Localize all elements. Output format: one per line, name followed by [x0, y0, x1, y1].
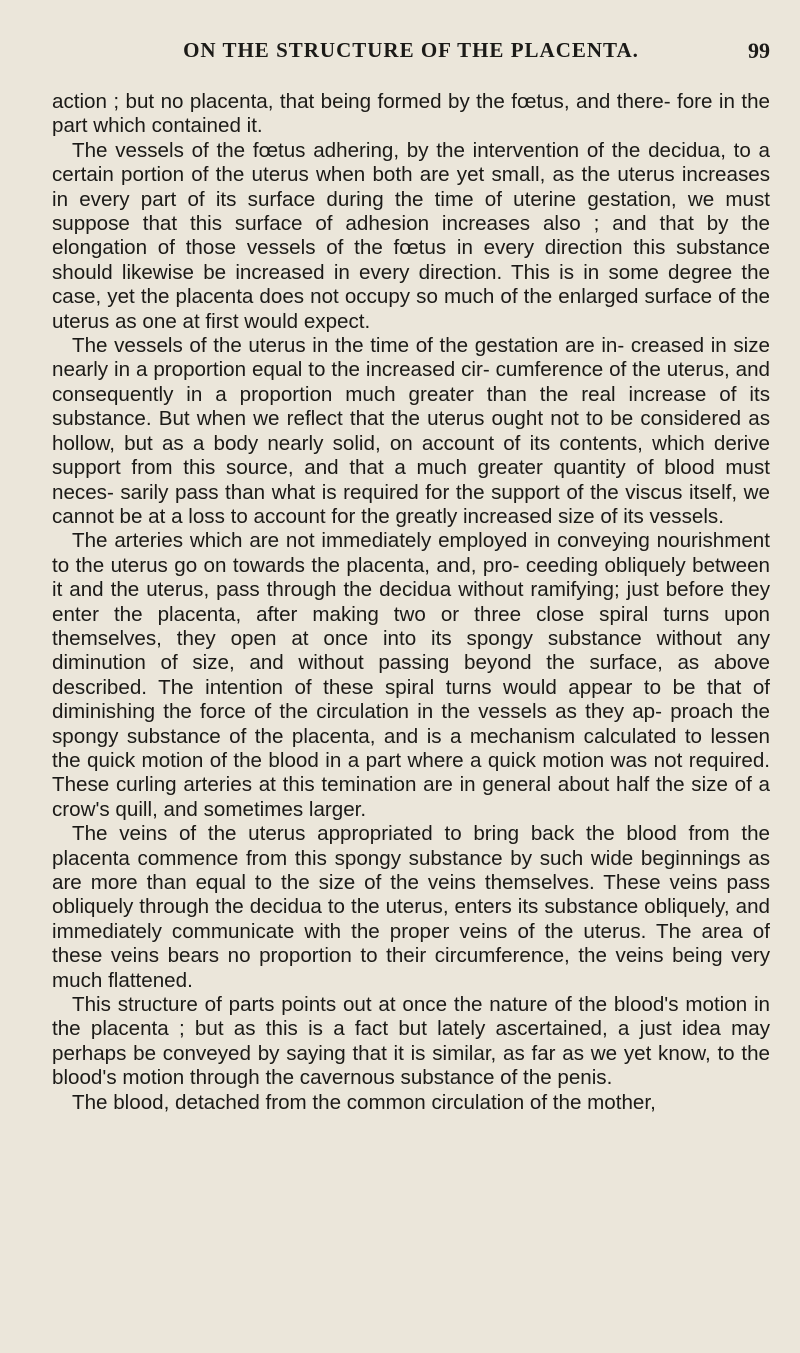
paragraph-arteries: The arteries which are not immediately employed in conveying nourishment to the uterus go on towards the placenta, and, pro- ceeding obliquely between it and the uterus, pass through the decidua without ramifying; just before they enter the placenta, after making two or three close spiral turns upon themselves, they open at once into its spongy substance without any diminution of size, and without passing beyond the surface, as above described. The intention of these spiral turns would appear to be that of diminishing the force of the circulation in the vessels as they ap- proach the spongy substance of the placenta, and is a mechanism calculated to lessen the quick motion of the blood in a part where a quick motion was not required. These curling arteries at this temination are in general about half the size of a crow's quill, and sometimes larger.	[52, 529, 770, 821]
paragraph-continuation: action ; but no placenta, that being formed by the fœtus, and there- fore in the part which contained it.	[52, 90, 770, 138]
paragraph-veins: The veins of the uterus appropriated to bring back the blood from the placenta commence from this spongy substance by such wide beginnings as are more than equal to the size of the veins themselves. These veins pass obliquely through the decidua to the uterus, enters its substance obliquely, and immediately communicate with the proper veins of the uterus. The area of these veins bears no proportion to their circumference, the veins being very much flattened.	[52, 822, 770, 992]
page-number: 99	[748, 38, 770, 63]
paragraph-blood-detached: The blood, detached from the common circulation of the mother,	[72, 1090, 656, 1114]
paragraph-vessels-of-foetus: The vessels of the fœtus adhering, by the intervention of the decidua, to a certain portion of the uterus when both are yet small, as the uterus increases in every part of its surface during the time of uterine gestation, we must suppose that this surface of adhesion increases also ; and that by the elongation of those vessels of the fœtus in every direction this substance should likewise be increased in every direction. This is in some degree the case, yet the placenta does not occupy so much of the enlarged surface of the uterus as one at first would expect.	[52, 138, 770, 333]
body-text	[52, 90, 770, 1310]
running-head: ON THE STRUCTURE OF THE PLACENTA.	[183, 38, 639, 62]
paragraph-vessels-of-uterus: The vessels of the uterus in the time of the gestation are in- creased in size nearly in a proportion equal to the increased cir- cumference of the uterus, and consequently in a proportion much greater than the real increase of its substance. But when we reflect that the uterus ought not to be considered as hollow, but as a body nearly solid, on account of its contents, which derive support from this source, and that a much greater quantity of blood must neces- sarily pass than what is required for the support of the viscus itself, we cannot be at a loss to account for the greatly increased size of its vessels.	[52, 334, 770, 528]
paragraph-structure: This structure of parts points out at once the nature of the blood's motion in the placenta ; but as this is a fact but lately ascertained, a just idea may perhaps be conveyed by saying that it is similar, as far as we yet know, to the blood's motion through the cavernous substance of the penis.	[52, 993, 770, 1090]
page-header	[52, 38, 770, 68]
